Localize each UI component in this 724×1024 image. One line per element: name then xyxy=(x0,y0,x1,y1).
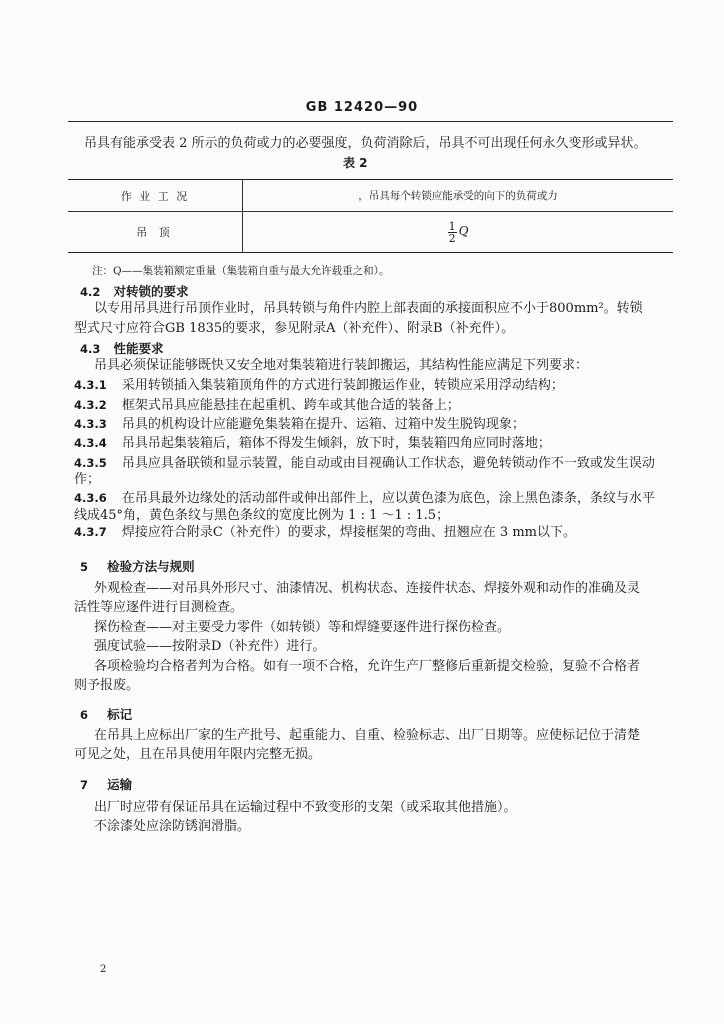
section-6-line2: 可见之处，且在吊具使用年限内完整无损。 xyxy=(74,747,322,762)
intro-paragraph: 吊具有能承受表 2 所示的负荷或力的必要强度，负荷消除后，吊具不可出现任何永久变形或异状。 xyxy=(84,136,647,151)
table-2 xyxy=(68,179,673,253)
section-title: 标记 xyxy=(107,707,133,722)
requirement-item-4-3-4 xyxy=(74,432,551,454)
item-number: 4.3.1 xyxy=(74,378,107,392)
section-4-2-line2: 型式尺寸应符合GB 1835的要求，参见附录A（补充件）、附录B（补充件）。 xyxy=(74,321,515,336)
section-number: 7 xyxy=(80,778,89,792)
item-number: 4.3.2 xyxy=(74,398,107,412)
section-title: 对转锁的要求 xyxy=(113,284,189,299)
header-rule xyxy=(68,121,673,122)
section-6-line1: 在吊具上应标出厂家的生产批号、起重能力、自重、检验标志、出厂日期等。应使标记位于清楚 xyxy=(94,728,641,743)
requirement-item-4-3-7 xyxy=(74,521,576,543)
section-number: 4.2 xyxy=(80,285,101,299)
table-header-row xyxy=(68,180,673,212)
section-4-2-line1: 以专用吊具进行吊顶作业时，吊具转锁与角件内腔上部表面的承接面积应不小于800mm²。转锁 xyxy=(94,301,643,316)
section-number: 4.3 xyxy=(80,342,101,356)
table-cell-load xyxy=(243,212,674,253)
section-4-3-intro: 吊具必须保证能够既快又安全地对集装箱进行装卸搬运，其结构性能应满足下列要求： xyxy=(94,358,589,373)
item-number: 4.3.5 xyxy=(74,456,107,470)
section-number: 5 xyxy=(80,560,89,574)
table-header-condition: 作 业 工 况 xyxy=(68,180,243,212)
item-text: 采用转锁插入集装箱顶角件的方式进行装卸搬运作业，转锁应采用浮动结构； xyxy=(121,378,564,393)
page-number: 2 xyxy=(100,964,107,975)
section-7-line1: 出厂时应带有保证吊具在运输过程中不致变形的支架（或采取其他措施）。 xyxy=(94,800,517,815)
section-5-para3: 强度试验——按附录D（补充件）进行。 xyxy=(94,639,326,654)
section-5-para1-line2: 活性等应逐件进行目测检查。 xyxy=(74,600,244,615)
fraction-denominator: 2 xyxy=(448,231,456,245)
item-text: 吊具应具备联锁和显示装置，能自动或由目视确认工作状态，避免转锁动作不一致或发生误动 xyxy=(121,456,655,471)
fraction xyxy=(448,221,457,244)
item-number: 4.3.3 xyxy=(74,417,107,431)
section-5-para4-line1: 各项检验均合格者判为合格。如有一项不合格，允许生产厂整修后重新提交检验，复验不合格者 xyxy=(94,659,641,674)
requirement-item-4-3-6-cont: 线成45°角，黄色条纹与黑色条纹的宽度比例为 1 : 1 ～1 : 1.5； xyxy=(74,508,450,523)
section-title: 性能要求 xyxy=(113,341,164,356)
table-cell-condition: 吊 顶 xyxy=(68,212,243,253)
requirement-item-4-3-5 xyxy=(74,452,655,474)
section-5-heading xyxy=(80,556,195,575)
item-text: 吊具吊起集装箱后，箱体不得发生倾斜，放下时，集装箱四角应同时落地； xyxy=(121,436,551,451)
section-number: 6 xyxy=(80,708,89,722)
item-number: 4.3.6 xyxy=(74,491,107,505)
section-5-para1-line1: 外观检查——对吊具外形尺寸、油漆情况、机构状态、连接件状态、焊接外观和动作的准确及灵 xyxy=(94,581,641,596)
requirement-item-4-3-1 xyxy=(74,374,564,396)
section-title: 检验方法与规则 xyxy=(107,559,195,574)
section-7-line2: 不涂漆处应涂防锈润滑脂。 xyxy=(94,819,251,834)
section-6-heading xyxy=(80,704,132,723)
item-number: 4.3.7 xyxy=(74,525,107,539)
item-text: 框架式吊具应能悬挂在起重机、跨车或其他合适的装备上； xyxy=(121,398,460,413)
fraction-numerator: 1 xyxy=(448,219,456,233)
table-note: 注：Q——集装箱额定重量（集装箱自重与最大允许载重之和）。 xyxy=(92,265,390,277)
item-number: 4.3.4 xyxy=(74,436,107,450)
section-5-para4-line2: 则予报废。 xyxy=(74,678,140,693)
item-text: 在吊具最外边缘处的活动部件或伸出部件上，应以黄色漆为底色，涂上黑色漆条，条纹与水平 xyxy=(121,491,655,506)
fraction-variable: Q xyxy=(458,224,469,238)
section-7-heading xyxy=(80,774,132,793)
section-title: 运输 xyxy=(107,777,133,792)
standard-number-header: GB 12420—90 xyxy=(305,100,419,115)
section-5-para2: 探伤检查——对主要受力零件（如转锁）等和焊缝要逐件进行探伤检查。 xyxy=(94,620,511,635)
table-header-load: ，吊具每个转锁应能承受的向下的负荷或力 xyxy=(243,180,674,212)
item-text: 焊接应符合附录C（补充件）的要求，焊接框架的弯曲、扭翘应在 3 mm以下。 xyxy=(121,525,576,540)
item-text: 吊具的机构设计应能避免集装箱在提升、运箱、过箱中发生脱钩现象； xyxy=(121,417,525,432)
requirement-item-4-3-5-cont: 作； xyxy=(74,472,101,487)
table-caption: 表 2 xyxy=(343,156,368,170)
table-row xyxy=(68,212,673,253)
